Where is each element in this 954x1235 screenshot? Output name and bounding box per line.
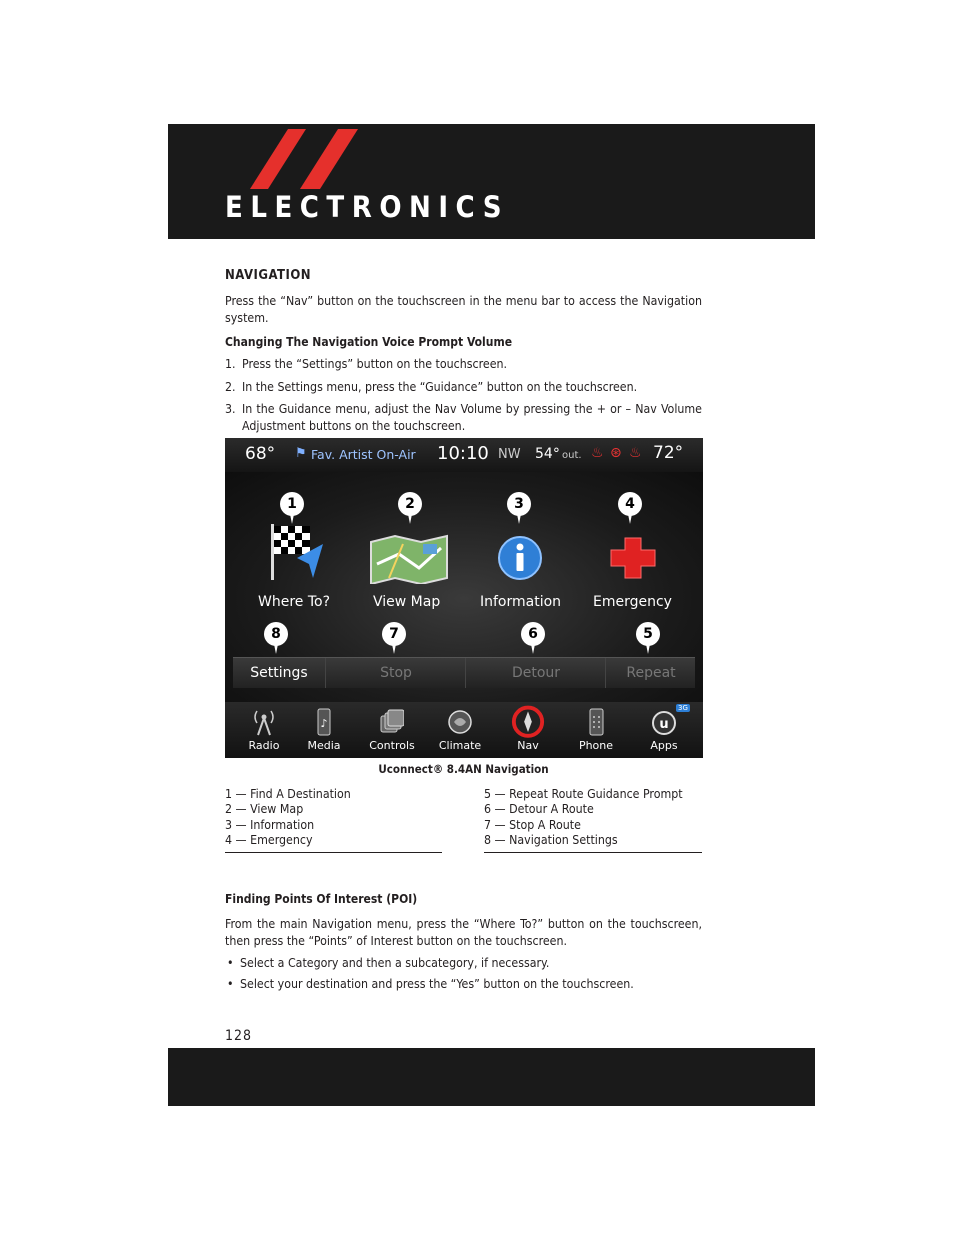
clock: 10:10 [437,443,489,464]
dock-nav[interactable] [497,702,559,758]
detour-button[interactable]: Detour [465,658,606,688]
dock-apps[interactable] [633,702,695,758]
callout-3: 3 [507,492,531,516]
bullet-dot: • [227,956,234,970]
voice-volume-subheading: Changing The Navigation Voice Prompt Volume [225,335,513,349]
heated-seat-right-icon: ♨ [629,445,642,461]
key-right-3: 7 — Stop A Route [484,818,581,832]
favorite-flag-icon: ⚑ [295,446,307,461]
step-text: Press the “Settings” button on the touchscreen. [242,357,508,371]
status-bar [225,438,703,472]
bullet-item [225,976,702,993]
checkered-flag-icon[interactable] [267,522,325,582]
repeat-button[interactable]: Repeat [605,658,696,688]
section-title: ELECTRONICS [225,190,509,224]
bullet-text: Select your destination and press the “Yes” button on the touchscreen. [240,977,634,991]
apps-icon [649,708,679,736]
red-stripes-logo [250,129,358,189]
step-3 [225,401,702,435]
passenger-temperature: 72° [653,443,684,463]
step-number: 3. [225,402,236,416]
key-right-1: 5 — Repeat Route Guidance Prompt [484,787,683,801]
navigation-intro: Press the “Nav” button on the touchscreen in the menu bar to access the Navigation system. [225,294,702,325]
svg-text:♪: ♪ [320,717,328,730]
svg-text:u: u [659,717,669,732]
info-icon[interactable] [497,535,543,581]
step-1 [225,356,702,373]
callout-4: 4 [618,492,642,516]
phone-icon [584,708,608,736]
outside-suffix: out. [562,450,582,461]
map-icon[interactable] [369,534,449,584]
dock-label: Apps [650,739,678,752]
menu-view-map[interactable]: View Map [373,594,441,610]
bullet-dot: • [227,977,234,991]
key-right-4: 8 — Navigation Settings [484,833,618,847]
key-left-1: 1 — Find A Destination [225,787,351,801]
dock-media[interactable] [293,702,355,758]
callout-6: 6 [521,622,545,646]
figure-caption: Uconnect® 8.4AN Navigation [378,762,549,776]
footer-band [168,1048,815,1106]
now-playing: Fav. Artist On-Air [311,447,416,462]
nav-compass-icon [510,705,546,741]
callout-8: 8 [264,622,288,646]
uconnect-screen [225,438,703,758]
key-left-rule [225,852,442,853]
red-cross-icon[interactable] [609,536,657,580]
dock-label: Radio [248,739,280,752]
callout-5: 5 [636,622,660,646]
page-number: 128 [225,1028,253,1044]
heated-wheel-icon: ⊛ [610,445,622,461]
controls-icon [380,708,404,736]
callout-7: 7 [382,622,406,646]
menu-information[interactable]: Information [480,594,562,610]
dock-label: Controls [369,739,415,752]
bullet-item [225,955,702,972]
bullet-text: Select a Category and then a subcategory, if necessary. [240,956,550,970]
key-left-3: 3 — Information [225,818,315,832]
dock-label: Nav [517,739,539,752]
step-number: 1. [225,357,236,371]
step-text: In the Guidance menu, adjust the Nav Volume by pressing the + or – Nav Volume Adjustment buttons on the touchscreen. [242,402,702,433]
key-right-2: 6 — Detour A Route [484,802,594,816]
outside-temperature: 54° [535,446,560,462]
callout-1: 1 [280,492,304,516]
step-number: 2. [225,380,236,394]
step-text: In the Settings menu, press the “Guidance” button on the touchscreen. [242,380,638,394]
navigation-heading: NAVIGATION [225,268,312,283]
compass-heading: NW [498,447,521,462]
poi-intro: From the main Navigation menu, press the “Where To?” button on the touchscreen, then press the “Points” of Interest button on the touchscreen. [225,917,702,948]
main-menu-dock [225,702,703,758]
dock-phone[interactable] [565,702,627,758]
callout-2: 2 [398,492,422,516]
radio-tower-icon [252,708,276,736]
menu-where-to[interactable]: Where To? [258,594,331,610]
nav-action-bar [233,657,695,688]
dock-label: Climate [438,739,482,752]
driver-temperature: 68° [245,444,276,464]
climate-icon [448,708,472,736]
stop-button[interactable]: Stop [325,658,466,688]
dock-climate[interactable] [429,702,491,758]
3g-badge: 3G [678,704,688,712]
dock-label: Phone [578,739,614,752]
step-2 [225,379,702,396]
dock-label: Media [307,739,341,752]
key-left-4: 4 — Emergency [225,833,313,847]
key-right-rule [484,852,702,853]
settings-button[interactable]: Settings [250,665,308,681]
key-left-2: 2 — View Map [225,802,304,816]
dock-radio[interactable] [233,702,295,758]
poi-subheading: Finding Points Of Interest (POI) [225,892,418,906]
menu-emergency[interactable]: Emergency [593,594,672,610]
dock-controls[interactable] [361,702,423,758]
heated-seat-icon: ♨ [591,445,604,461]
media-icon [312,708,336,736]
